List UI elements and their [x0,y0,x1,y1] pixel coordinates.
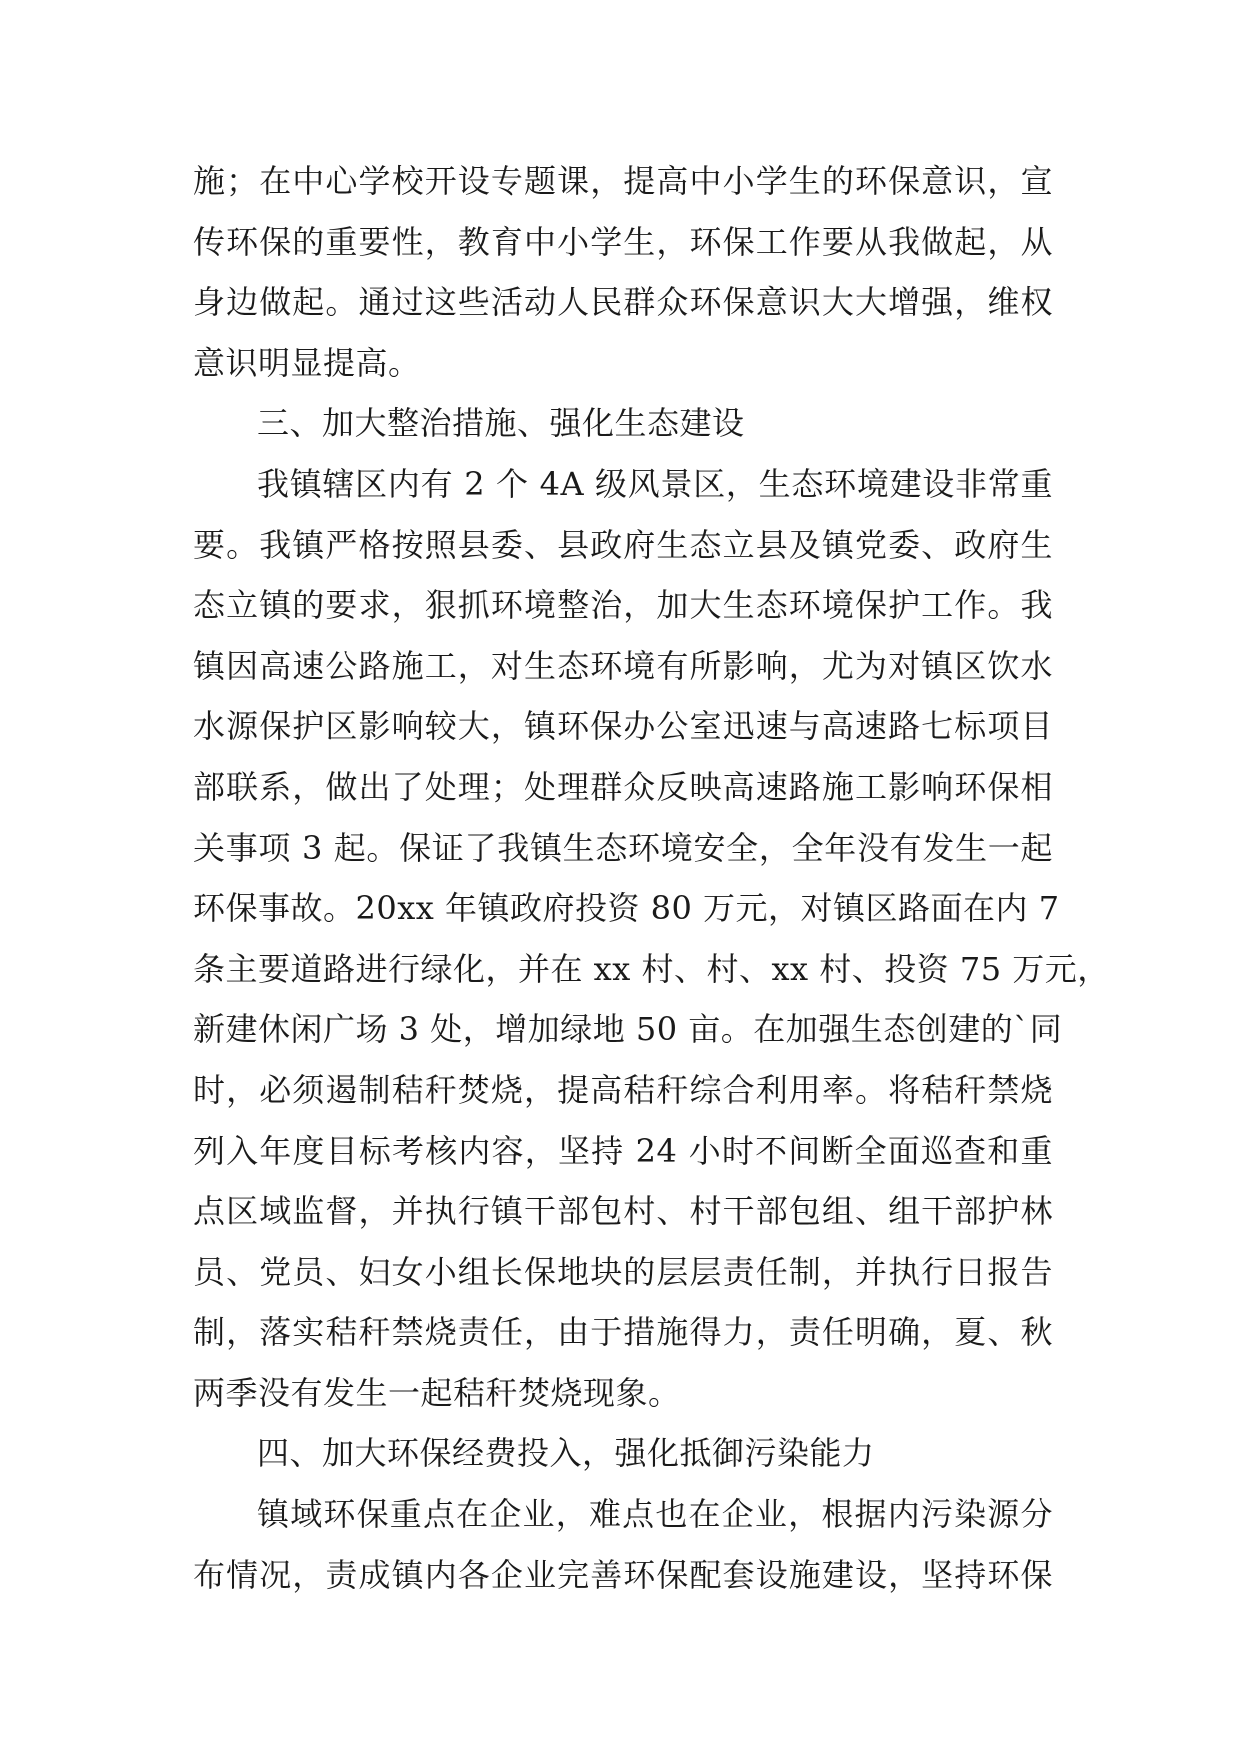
document-body [193,151,1110,1605]
text-line: 环保事故。20xx 年镇政府投资 80 万元，对镇区路面在内 7 [193,889,1060,928]
text-line: 点区域监督，并执行镇干部包村、村干部包组、组干部护林 [193,1192,1053,1231]
text-line: 意识明显提高。 [193,343,421,382]
text-line: 传环保的重要性，教育中小学生，环保工作要从我做起，从 [193,222,1053,261]
text-line: 列入年度目标考核内容，坚持 24 小时不间断全面巡查和重 [193,1131,1053,1170]
text-line: 态立镇的要求，狠抓环境整治，加大生态环境保护工作。我 [193,586,1053,625]
text-line: 两季没有发生一起秸秆焚烧现象。 [193,1373,681,1412]
section-heading: 四、加大环保经费投入，强化抵御污染能力 [257,1434,875,1473]
text-line: 部联系，做出了处理；处理群众反映高速路施工影响环保相 [193,767,1053,806]
text-line: 条主要道路进行绿化，并在 xx 村、村、xx 村、投资 75 万元， [193,949,1110,988]
text-line: 我镇辖区内有 2 个 4A 级风景区，生态环境建设非常重 [257,464,1053,503]
text-line: 水源保护区影响较大，镇环保办公室迅速与高速路七标项目 [193,707,1053,746]
text-line: 制，落实秸秆禁烧责任，由于措施得力，责任明确，夏、秋 [193,1313,1053,1352]
text-line: 身边做起。通过这些活动人民群众环保意识大大增强，维权 [193,283,1053,322]
text-line: 要。我镇严格按照县委、县政府生态立县及镇党委、政府生 [193,525,1053,564]
text-line: 施；在中心学校开设专题课，提高中小学生的环保意识，宣 [193,162,1053,200]
text-line: 员、党员、妇女小组长保地块的层层责任制，并执行日报告 [193,1252,1053,1291]
text-line: 镇域环保重点在企业，难点也在企业，根据内污染源分 [257,1495,1053,1534]
text-line: 布情况，责成镇内各企业完善环保配套设施建设，坚持环保 [193,1555,1053,1594]
text-line: 新建休闲广场 3 处，增加绿地 50 亩。在加强生态创建的`同 [193,1010,1063,1049]
text-line: 关事项 3 起。保证了我镇生态环境安全，全年没有发生一起 [193,828,1053,867]
text-line: 时，必须遏制秸秆焚烧，提高秸秆综合利用率。将秸秆禁烧 [193,1070,1053,1109]
section-heading: 三、加大整治措施、强化生态建设 [257,404,745,443]
text-line: 镇因高速公路施工，对生态环境有所影响，尤为对镇区饮水 [193,646,1053,685]
